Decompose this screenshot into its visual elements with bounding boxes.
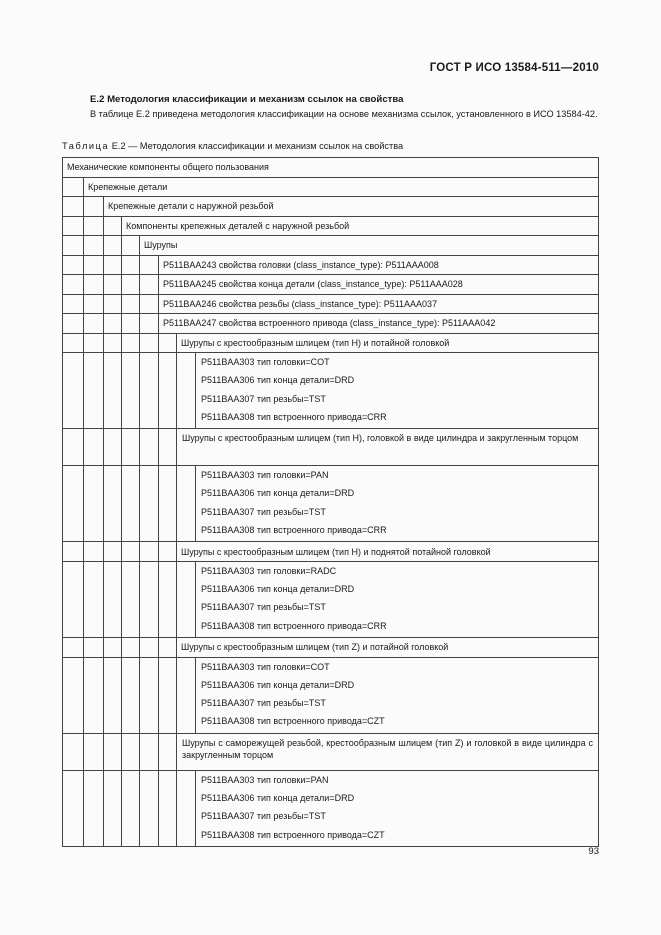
indent-cell [104, 216, 122, 236]
indent-cell [122, 275, 140, 295]
class-cell-level4: Шурупы [140, 236, 599, 256]
indent-cell [122, 314, 140, 334]
indent-cell [140, 255, 159, 275]
indent-cell [177, 353, 196, 429]
table-row [63, 333, 599, 353]
indent-cell [159, 353, 177, 429]
indent-cell [63, 466, 84, 542]
indent-cell [63, 770, 84, 846]
attribute-value: P511BAA306 тип конца детали=DRD [201, 584, 355, 595]
table-row [63, 255, 599, 275]
table-row [63, 314, 599, 334]
attribute-value: P511BAA307 тип резьбы=TST [201, 698, 326, 709]
table-row [63, 770, 599, 846]
indent-cell [122, 429, 140, 466]
indent-cell [63, 638, 84, 658]
section-title: Е.2 Методология классификации и механизм ссылок на свойства [90, 94, 404, 105]
table-row [63, 158, 599, 178]
indent-cell [104, 733, 122, 770]
indent-cell [177, 561, 196, 637]
indent-cell [104, 429, 122, 466]
attribute-values-cell [196, 561, 599, 637]
indent-cell [122, 733, 140, 770]
indent-cell [140, 333, 159, 353]
table-row [63, 216, 599, 236]
indent-cell [84, 561, 104, 637]
indent-cell [122, 294, 140, 314]
property-cell: P511BAA245 свойства конца детали (class_instance_type): P511AAA028 [159, 275, 599, 295]
attribute-value: P511BAA303 тип головки=PAN [201, 470, 329, 481]
attribute-value: P511BAA307 тип резьбы=TST [201, 506, 326, 517]
property-cell: P511BAA243 свойства головки (class_instance_type): P511AAA008 [159, 255, 599, 275]
indent-cell [159, 657, 177, 733]
class-cell-level2: Крепежные детали с наружной резьбой [104, 197, 599, 217]
attribute-value: P511BAA307 тип резьбы=TST [201, 811, 326, 822]
classification-table [62, 157, 599, 847]
indent-cell [159, 542, 177, 562]
table-row [63, 542, 599, 562]
table-caption [62, 141, 403, 151]
attribute-value: P511BAA303 тип головки=COT [201, 357, 330, 367]
table-row [63, 466, 599, 542]
page-number: 93 [588, 846, 599, 857]
attribute-value: P511BAA306 тип конца детали=DRD [201, 375, 355, 386]
indent-cell [140, 466, 159, 542]
indent-cell [84, 657, 104, 733]
subclass-cell: Шурупы с крестообразным шлицем (тип Н) и поднятой потайной головкой [177, 542, 599, 562]
indent-cell [122, 770, 140, 846]
indent-cell [84, 542, 104, 562]
indent-cell [84, 466, 104, 542]
indent-cell [84, 770, 104, 846]
subclass-cell: Шурупы с крестообразным шлицем (тип Н) и потайной головкой [177, 333, 599, 353]
indent-cell [159, 638, 177, 658]
indent-cell [84, 216, 104, 236]
indent-cell [140, 561, 159, 637]
indent-cell [140, 638, 159, 658]
indent-cell [122, 638, 140, 658]
indent-cell [140, 429, 159, 466]
indent-cell [159, 429, 177, 466]
indent-cell [140, 314, 159, 334]
attribute-value: P511BAA308 тип встроенного привода=CRR [201, 620, 387, 631]
table-row [63, 733, 599, 770]
table-row [63, 638, 599, 658]
table-row [63, 197, 599, 217]
indent-cell [159, 733, 177, 770]
indent-cell [140, 733, 159, 770]
attribute-value: P511BAA307 тип резьбы=TST [201, 393, 326, 404]
attribute-value: P511BAA306 тип конца детали=DRD [201, 488, 355, 499]
indent-cell [104, 353, 122, 429]
indent-cell [84, 638, 104, 658]
table-row [63, 275, 599, 295]
indent-cell [63, 353, 84, 429]
indent-cell [84, 255, 104, 275]
attribute-value: P511BAA306 тип конца детали=DRD [201, 679, 355, 690]
table-row [63, 561, 599, 637]
indent-cell [177, 657, 196, 733]
indent-cell [140, 542, 159, 562]
indent-cell [159, 466, 177, 542]
indent-cell [104, 294, 122, 314]
table-row [63, 429, 599, 466]
indent-cell [63, 255, 84, 275]
indent-cell [177, 770, 196, 846]
indent-cell [140, 770, 159, 846]
indent-cell [63, 542, 84, 562]
indent-cell [63, 236, 84, 256]
indent-cell [63, 294, 84, 314]
table-row [63, 657, 599, 733]
indent-cell [159, 333, 177, 353]
indent-cell [140, 275, 159, 295]
indent-cell [122, 542, 140, 562]
indent-cell [159, 561, 177, 637]
indent-cell [104, 466, 122, 542]
attribute-values-cell [196, 657, 599, 733]
indent-cell [122, 466, 140, 542]
table-row [63, 236, 599, 256]
table-caption-text: Е.2 — Методология классификации и механизм ссылок на свойства [111, 141, 404, 151]
table-row [63, 177, 599, 197]
indent-cell [84, 236, 104, 256]
attribute-value: P511BAA303 тип головки=COT [201, 661, 330, 672]
indent-cell [63, 177, 84, 197]
indent-cell [122, 561, 140, 637]
indent-cell [84, 333, 104, 353]
attribute-value: P511BAA308 тип встроенного привода=CZT [201, 716, 385, 727]
indent-cell [84, 197, 104, 217]
indent-cell [84, 314, 104, 334]
property-cell: P511BAA247 свойства встроенного привода (class_instance_type): P511AAA042 [159, 314, 599, 334]
indent-cell [63, 429, 84, 466]
indent-cell [63, 657, 84, 733]
intro-paragraph: В таблице Е.2 приведена методология классификации на основе механизма ссылок, установленного в ИСО 13584-42. [90, 109, 598, 119]
indent-cell [104, 275, 122, 295]
indent-cell [104, 770, 122, 846]
indent-cell [122, 657, 140, 733]
subclass-cell: Шурупы с крестообразным шлицем (тип Z) и потайной головкой [177, 638, 599, 658]
indent-cell [84, 733, 104, 770]
indent-cell [177, 466, 196, 542]
subclass-cell: Шурупы с саморежущей резьбой, крестообразным шлицем (тип Z) и головкой в виде цилиндра с закругленным торцом [177, 733, 599, 770]
attribute-value: P511BAA308 тип встроенного привода=CZT [201, 829, 385, 840]
indent-cell [63, 275, 84, 295]
attribute-value: P511BAA303 тип головки=PAN [201, 774, 329, 785]
indent-cell [84, 429, 104, 466]
class-cell-level3: Компоненты крепежных деталей с наружной резьбой [122, 216, 599, 236]
table-caption-prefix: Таблица [62, 141, 110, 151]
indent-cell [104, 255, 122, 275]
table-row [63, 294, 599, 314]
indent-cell [84, 294, 104, 314]
indent-cell [63, 216, 84, 236]
subclass-cell: Шурупы с крестообразным шлицем (тип Н), головкой в виде цилиндра и закругленным торцом [177, 429, 599, 466]
indent-cell [84, 353, 104, 429]
indent-cell [104, 638, 122, 658]
class-cell-level0: Механические компоненты общего пользования [63, 158, 599, 178]
attribute-value: P511BAA306 тип конца детали=DRD [201, 793, 355, 804]
indent-cell [122, 236, 140, 256]
indent-cell [104, 314, 122, 334]
indent-cell [140, 657, 159, 733]
standard-designation: ГОСТ Р ИСО 13584-511—2010 [429, 62, 599, 74]
attribute-value: P511BAA307 тип резьбы=TST [201, 602, 326, 613]
indent-cell [140, 353, 159, 429]
indent-cell [104, 236, 122, 256]
indent-cell [104, 542, 122, 562]
indent-cell [122, 333, 140, 353]
attribute-value: P511BAA303 тип головки=RADC [201, 565, 337, 576]
attribute-values-cell [196, 466, 599, 542]
attribute-value: P511BAA308 тип встроенного привода=CRR [201, 411, 387, 422]
property-cell: P511BAA246 свойства резьбы (class_instance_type): P511AAA037 [159, 294, 599, 314]
indent-cell [63, 197, 84, 217]
indent-cell [104, 657, 122, 733]
indent-cell [84, 275, 104, 295]
indent-cell [63, 733, 84, 770]
indent-cell [140, 294, 159, 314]
attribute-value: P511BAA308 тип встроенного привода=CRR [201, 525, 387, 536]
indent-cell [104, 333, 122, 353]
indent-cell [63, 333, 84, 353]
attribute-values-cell [196, 353, 599, 429]
indent-cell [63, 561, 84, 637]
indent-cell [122, 353, 140, 429]
indent-cell [63, 314, 84, 334]
indent-cell [122, 255, 140, 275]
attribute-values-cell [196, 770, 599, 846]
indent-cell [104, 561, 122, 637]
class-cell-level1: Крепежные детали [84, 177, 599, 197]
indent-cell [159, 770, 177, 846]
table-row [63, 353, 599, 429]
